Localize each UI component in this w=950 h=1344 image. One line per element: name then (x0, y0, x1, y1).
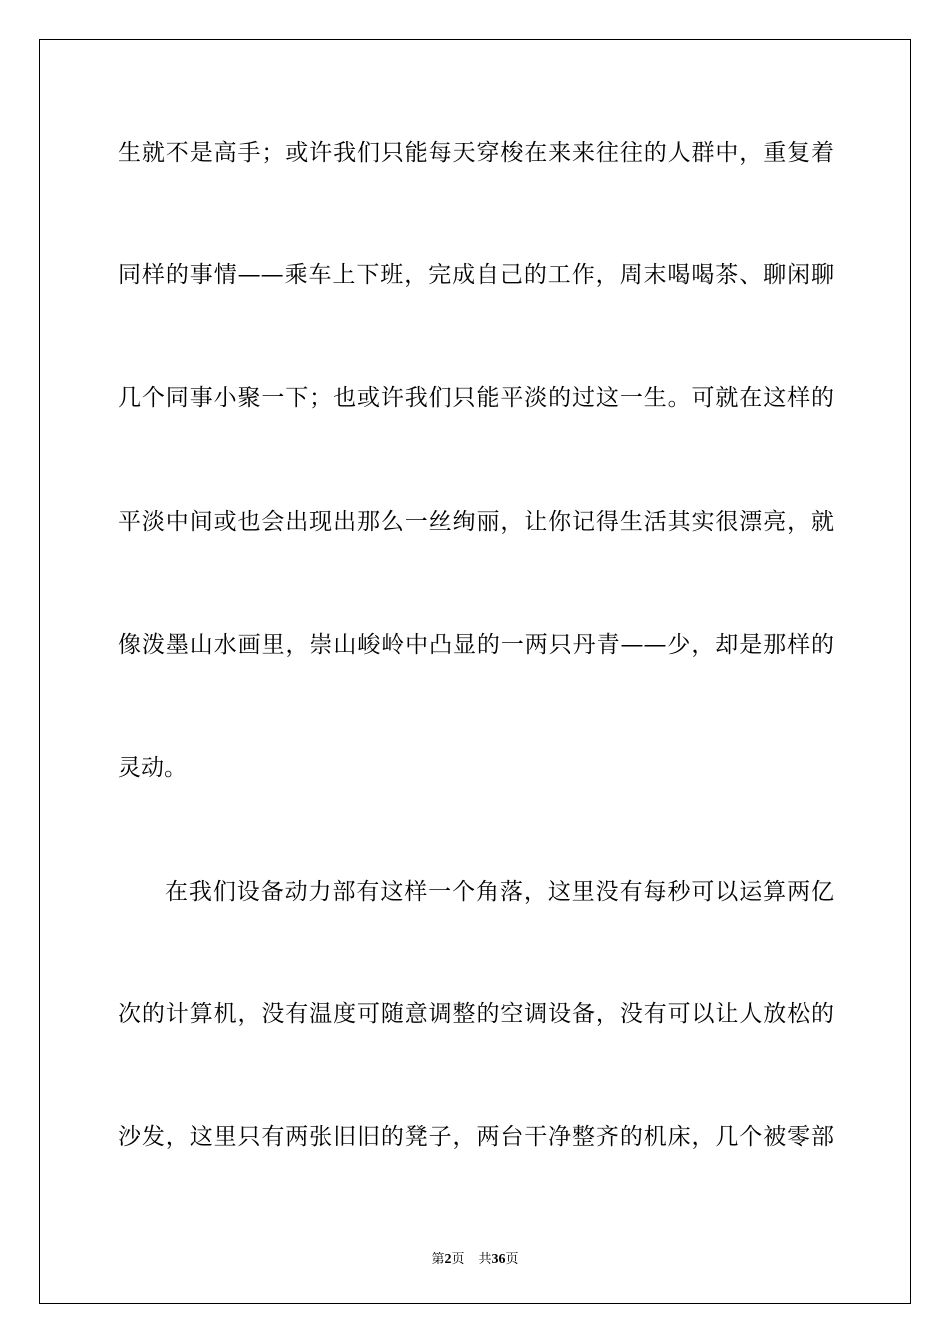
footer-total-prefix: 共 (478, 1252, 492, 1267)
footer-page-number: 2 (444, 1252, 452, 1267)
body-line-8: 次的计算机，没有温度可随意调整的空调设备，没有可以让人放松的 (118, 1001, 834, 1027)
body-line-5: 像泼墨山水画里，崇山峻岭中凸显的一两只丹青——少，却是那样的 (118, 632, 834, 658)
page-border (39, 39, 911, 1304)
body-line-4: 平淡中间或也会出现出那么一丝绚丽，让你记得生活其实很漂亮，就 (118, 509, 834, 535)
footer-total-suffix: 页 (505, 1252, 519, 1267)
body-line-2: 同样的事情——乘车上下班，完成自己的工作，周末喝喝茶、聊闲聊 (118, 262, 834, 288)
body-line-9: 沙发，这里只有两张旧旧的凳子，两台干净整齐的机床，几个被零部 (118, 1124, 834, 1150)
page-footer (0, 1248, 950, 1268)
body-line-1: 生就不是高手；或许我们只能每天穿梭在来来往往的人群中，重复着 (118, 140, 834, 166)
body-line-6: 灵动。 (118, 755, 187, 781)
footer-page-suffix: 页 (451, 1252, 465, 1267)
body-line-3: 几个同事小聚一下；也或许我们只能平淡的过这一生。可就在这样的 (118, 385, 834, 411)
footer-total-number: 36 (491, 1252, 506, 1267)
body-line-7: 在我们设备动力部有这样一个角落，这里没有每秒可以运算两亿 (165, 879, 834, 905)
footer-page-prefix: 第 (431, 1252, 445, 1267)
